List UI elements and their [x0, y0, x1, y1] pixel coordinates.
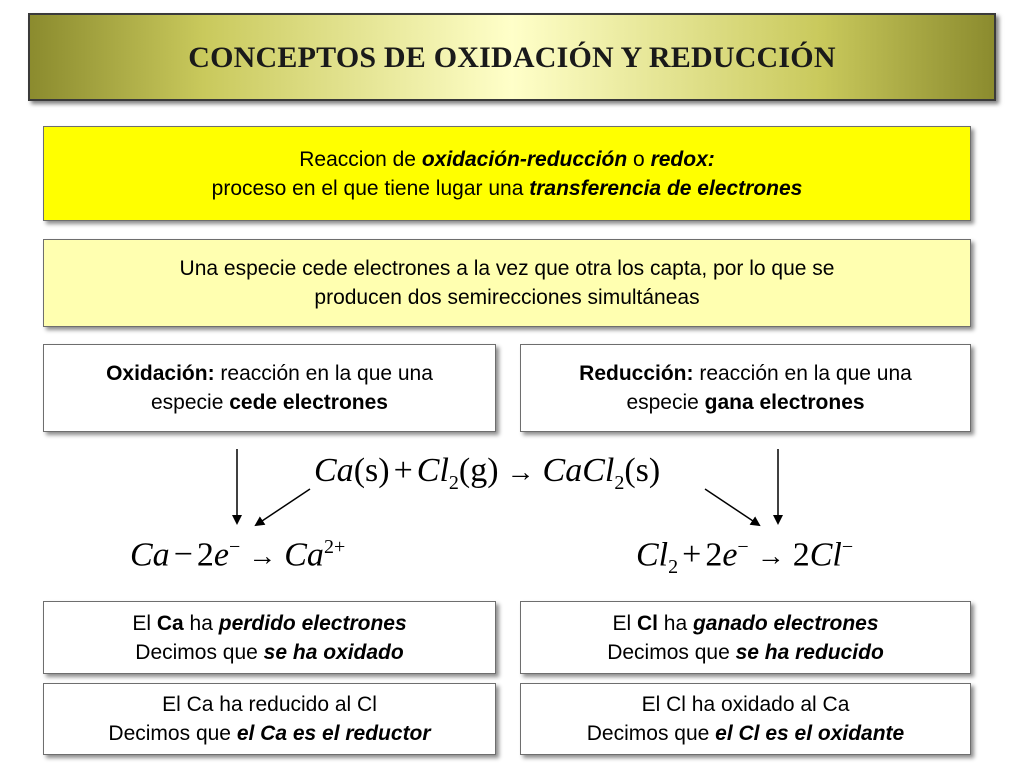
reduction-definition-box: Reducción: reacción en la que una especie gana electrones: [520, 344, 971, 432]
semireactions-line-1: Una especie cede electrones a la vez que otra los capta, por lo que se: [179, 257, 835, 280]
reduction-term: Reducción:: [579, 362, 694, 385]
left-diagonal-arrow: [256, 489, 310, 525]
cl-oxidante-box: El Cl ha oxidado al Ca Decimos que el Cl es el oxidante: [520, 683, 971, 755]
redox-line-1: Reaccion de oxidación-reducción o redox:: [299, 147, 715, 171]
ca-reductor-box: El Ca ha reducido al Cl Decimos que el Ca es el reductor: [43, 683, 496, 755]
redox-line-2: proceso en el que tiene lugar una transferencia de electrones: [211, 176, 803, 200]
right-diagonal-arrow: [705, 489, 759, 525]
semireactions-line-2: producen dos semirecciones simultáneas: [314, 286, 700, 309]
main-equation: $Ca(s) + Cl_2(g)$ → CaCl$_2$(s): [314, 452, 661, 494]
reduction-half-reaction: $Cl_2 + 2e^- \to 2Cl^-$: [636, 536, 854, 579]
oxidation-term: Oxidación:: [106, 362, 215, 385]
page-title: CONCEPTOS DE OXIDACIÓN Y REDUCCIÓN: [188, 40, 836, 74]
ca-oxidized-box: El Ca ha perdido electrones Decimos que se ha oxidado: [43, 601, 496, 674]
oxidation-definition-box: Oxidación: reacción en la que una especie cede electrones: [43, 344, 496, 432]
cl-reduced-box: El Cl ha ganado electrones Decimos que se ha reducido: [520, 601, 971, 674]
reaction-arrow: →: [506, 457, 535, 488]
oxidation-half-reaction: $Ca - 2e^- \to Ca^{2+}$: [130, 536, 346, 574]
